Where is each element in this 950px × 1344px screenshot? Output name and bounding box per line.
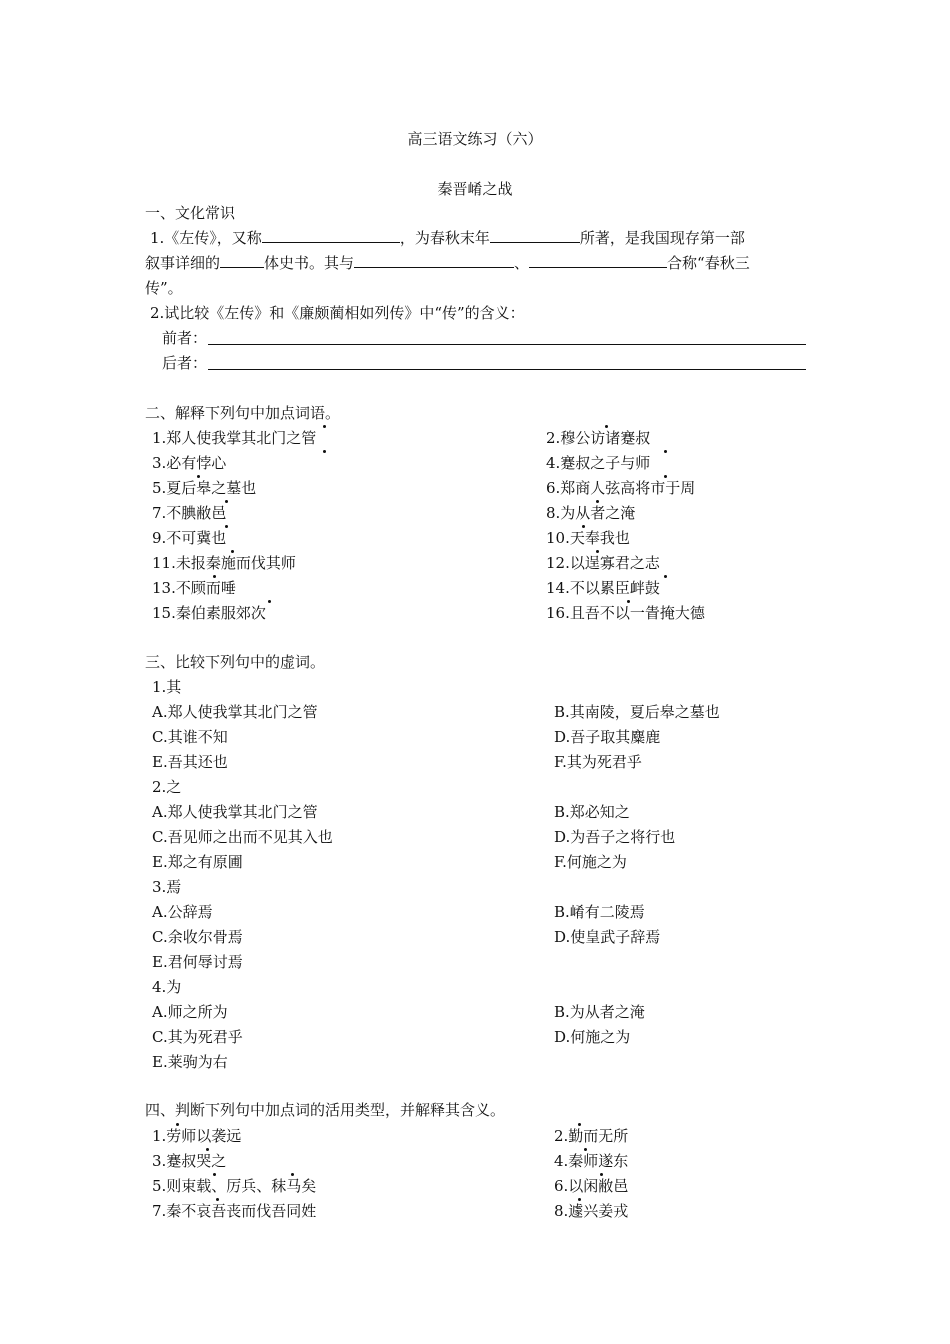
- emphasis-dot: [596, 500, 599, 503]
- emphasis-dot: [231, 550, 234, 553]
- s3-option: E.莱驹为右: [152, 1053, 228, 1071]
- page-subtitle: 秦晋崤之战: [437, 180, 513, 198]
- s2-item-6: 6.郑商人弦高将市于周: [546, 479, 696, 497]
- former-label: 前者：: [162, 329, 208, 347]
- s3-group-3: 3.焉: [152, 878, 182, 896]
- s3-option: C.其为死君乎: [152, 1028, 243, 1046]
- emphasis-dot: [627, 600, 630, 603]
- emphasis-dot: [596, 550, 599, 553]
- emphasis-dot: [664, 450, 667, 453]
- emphasis-dot: [291, 1173, 294, 1176]
- s4-item-7: 7.秦不哀吾丧而伐吾同姓: [152, 1202, 317, 1220]
- s2-item-14: 14.不以累臣衅鼓: [546, 579, 660, 597]
- emphasis-dot: [584, 1148, 587, 1151]
- s3-option: E.郑之有原圃: [152, 853, 243, 871]
- s4-item-2: 2.勤而无所: [554, 1127, 629, 1145]
- blank-work-1[interactable]: [354, 253, 514, 268]
- emphasis-dot: [225, 525, 228, 528]
- s3-group-1: 1.其: [152, 678, 182, 696]
- s2-item-7: 7.不腆敝邑: [152, 504, 227, 522]
- s2-item-8: 8.为从者之淹: [546, 504, 636, 522]
- emphasis-dot: [664, 575, 667, 578]
- s3-option: C.其谁不知: [152, 728, 228, 746]
- s2-item-1: 1.郑人使我掌其北门之管: [152, 429, 317, 447]
- emphasis-dot: [213, 1173, 216, 1176]
- s2-item-16: 16.且吾不以一眚掩大德: [546, 604, 705, 622]
- s3-option: F.其为死君乎: [554, 753, 642, 771]
- s3-option: A.郑人使我掌其北门之管: [152, 703, 318, 721]
- emphasis-dot: [197, 475, 200, 478]
- s2-item-12: 12.以逞寡君之志: [546, 554, 660, 572]
- former-answer-line[interactable]: [208, 344, 806, 345]
- s3-option: E.君何辱讨焉: [152, 953, 243, 971]
- question-2: 2.试比较《左传》和《廉颇蔺相如列传》中“传”的含义：: [150, 304, 525, 322]
- q1-text-e: 体史书。其与: [264, 254, 355, 272]
- s4-item-6: 6.以闲敝邑: [554, 1177, 629, 1195]
- s3-option: B.崤有二陵焉: [554, 903, 645, 921]
- latter-answer-line[interactable]: [208, 369, 806, 370]
- s3-option: D.吾子取其麋鹿: [554, 728, 661, 746]
- emphasis-dot: [578, 1198, 581, 1201]
- question-1-line-1: [150, 228, 745, 248]
- s3-option: C.余收尔骨焉: [152, 928, 243, 946]
- blank-style[interactable]: [220, 253, 264, 268]
- s4-item-8: 8.遽兴姜戎: [554, 1202, 629, 1220]
- s3-option: B.其南陵，夏后皋之墓也: [554, 703, 720, 721]
- section-4-heading: 四、判断下列句中加点词的活用类型，并解释其含义。: [145, 1101, 506, 1119]
- question-1-line-2: [145, 253, 750, 273]
- blank-author[interactable]: [490, 228, 580, 243]
- s3-option: A.公辞焉: [152, 903, 213, 921]
- s3-option: B.郑必知之: [554, 803, 630, 821]
- q1-text-f: 、: [514, 254, 530, 272]
- emphasis-dot: [176, 1123, 179, 1126]
- section-3-heading: 三、比较下列句中的虚词。: [145, 653, 326, 671]
- s3-option: D.为吾子之将行也: [554, 828, 676, 846]
- s3-group-2: 2.之: [152, 778, 182, 796]
- emphasis-dot: [268, 600, 271, 603]
- emphasis-dot: [225, 500, 228, 503]
- page-title: 高三语文练习（六）: [407, 130, 543, 148]
- q1-text-g: 合称“春秋三: [667, 254, 750, 272]
- s4-item-3: 3.蹇叔哭之: [152, 1152, 227, 1170]
- s3-option: C.吾见师之出而不见其入也: [152, 828, 333, 846]
- s4-item-5: 5.则束载、厉兵、秣马矣: [152, 1177, 317, 1195]
- emphasis-dot: [664, 475, 667, 478]
- emphasis-dot: [323, 450, 326, 453]
- q1-text-b: ，为春秋末年: [399, 229, 490, 247]
- s2-item-2: 2.穆公访诸蹇叔: [546, 429, 651, 447]
- emphasis-dot: [213, 575, 216, 578]
- s4-item-4: 4.秦师遂东: [554, 1152, 629, 1170]
- s3-option: D.使皇武子辞焉: [554, 928, 661, 946]
- emphasis-dot: [206, 1148, 209, 1151]
- blank-other-name[interactable]: [262, 228, 400, 243]
- s3-option: D.何施之为: [554, 1028, 631, 1046]
- s2-item-4: 4.蹇叔之子与师: [546, 454, 651, 472]
- blank-work-2[interactable]: [529, 253, 667, 268]
- q1-text-a: 1.《左传》，又称: [150, 229, 262, 247]
- s2-item-5: 5.夏后皋之墓也: [152, 479, 257, 497]
- s2-item-9: 9.不可冀也: [152, 529, 227, 547]
- s3-option: A.郑人使我掌其北门之管: [152, 803, 318, 821]
- s2-item-13: 13.不顾而唾: [152, 579, 236, 597]
- section-2-heading: 二、解释下列句中加点词语。: [145, 404, 341, 422]
- s2-item-3: 3.必有悖心: [152, 454, 227, 472]
- s2-item-15: 15.秦伯素服郊次: [152, 604, 266, 622]
- emphasis-dot: [605, 425, 608, 428]
- s3-option: E.吾其还也: [152, 753, 228, 771]
- emphasis-dot: [582, 525, 585, 528]
- latter-label: 后者：: [162, 354, 208, 372]
- emphasis-dot: [216, 1198, 219, 1201]
- s3-option: A.师之所为: [152, 1003, 228, 1021]
- q1-text-h: 传”。: [145, 279, 183, 297]
- s2-item-11: 11.未报秦施而伐其师: [152, 554, 296, 572]
- s2-item-10: 10.天奉我也: [546, 529, 630, 547]
- q1-text-d: 叙事详细的: [145, 254, 221, 272]
- s4-item-1: 1.劳师以袭远: [152, 1127, 242, 1145]
- emphasis-dot: [323, 425, 326, 428]
- s3-option: F.何施之为: [554, 853, 627, 871]
- emphasis-dot: [600, 1173, 603, 1176]
- emphasis-dot: [578, 1123, 581, 1126]
- section-1-heading: 一、文化常识: [145, 204, 236, 222]
- q1-text-c: 所著，是我国现存第一部: [579, 229, 745, 247]
- s3-option: B.为从者之淹: [554, 1003, 645, 1021]
- s3-group-4: 4.为: [152, 978, 182, 996]
